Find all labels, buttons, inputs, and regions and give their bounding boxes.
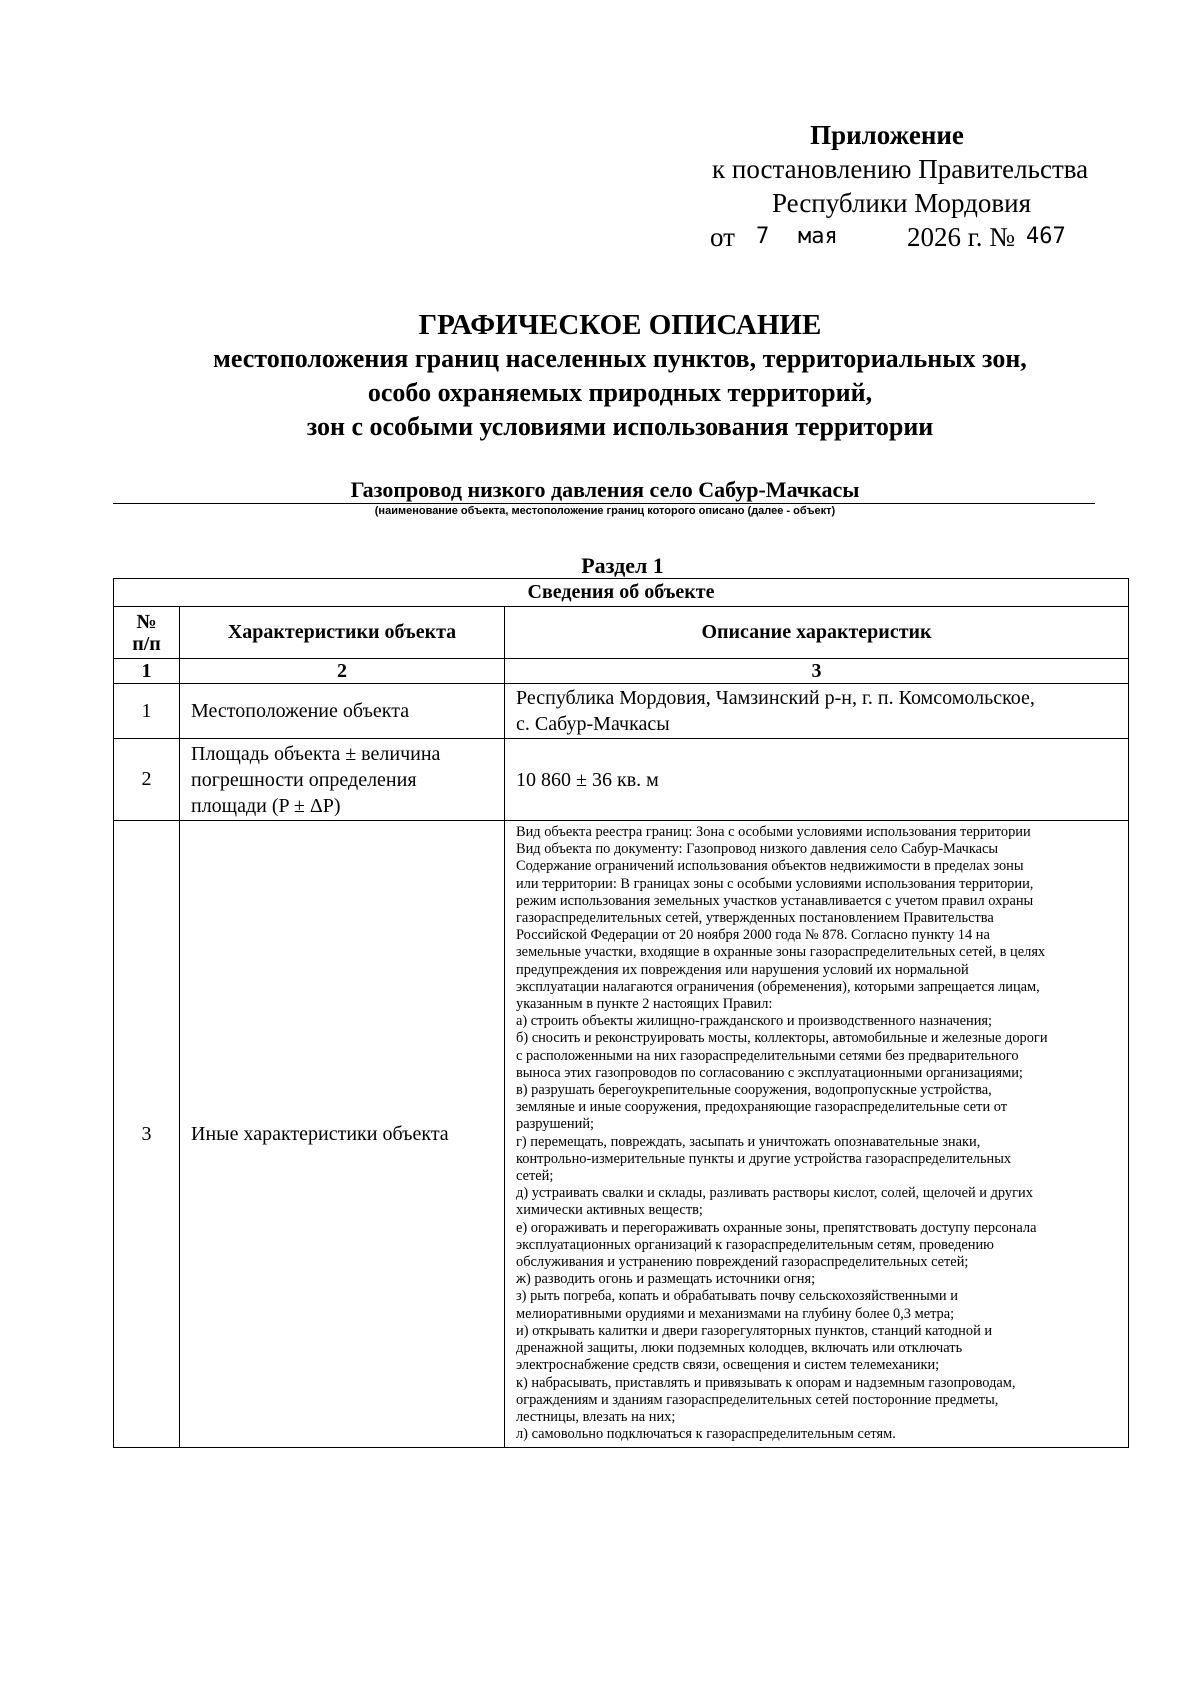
restriction-line: с расположенными на них газораспределительными сетями без предварительного [516,1047,1019,1064]
row-characteristic: Иные характеристики объекта [180,821,505,1448]
characteristic-line: погрешности определения [191,768,417,791]
restriction-line: эксплуатационных организаций к газораспределительным сетям, проведению [516,1236,994,1253]
restriction-line: Вид объекта реестра границ: Зона с особыми условиями использования территории [516,824,1031,840]
column-number: 2 [180,659,505,684]
restriction-line: земляные и иные сооружения, предохраняющие газораспределительные сети от [516,1099,1008,1116]
row-number: 2 [114,739,180,821]
appendix-title: Приложение [810,120,964,150]
characteristic-line: площади (P ± ΔP) [191,794,341,817]
restriction-line: газораспределительных сетей, утвержденных постановлением Правительства [516,910,994,927]
restriction-line: предупреждения их повреждения или нарушения условий их нормальной [516,961,969,978]
restriction-line: а) строить объекты жилищно-гражданского и производственного назначения; [516,1013,993,1030]
document-number: 467 [1026,224,1066,249]
restriction-line: или территории: В границах зоны с особыми условиями использования территории, [516,875,1034,892]
row-characteristic: Местоположение объекта [180,684,505,739]
restriction-line: земельные участки, входящие в охранные зоны газораспределительных сетей, в целях [516,944,1046,961]
restriction-line: Российской Федерации от 20 ноября 2000 года № 878. Согласно пункту 14 на [516,927,990,944]
title-sub-2: особо охраняемых природных территорий, [367,378,873,407]
row-characteristic [180,739,505,821]
restriction-line: з) рыть погреба, копать и обрабатывать почву сельскохозяйственными и [516,1288,958,1305]
title-main: ГРАФИЧЕСКОЕ ОПИСАНИЕ [418,309,822,341]
restriction-line: режим использования земельных участков устанавливается с учетом правил охраны [516,892,1034,909]
row-description: 10 860 ± 36 кв. м [505,739,1129,821]
restriction-line: ограждениям и зданиям газораспределительных сетей посторонние предметы, [516,1391,999,1408]
header-num-abbr: п/п [132,632,161,655]
document-title [0,308,1200,444]
header-characteristics: Характеристики объекта [180,607,505,659]
restriction-line: электроснабжение средств связи, освещения и систем телемеханики; [516,1357,940,1374]
title-sub-1: местоположения границ населенных пунктов, территориальных зон, [213,344,1027,373]
date-month: мая [798,224,838,249]
restriction-line: в) разрушать берегоукрепительные сооружения, водопропускные устройства, [516,1082,992,1099]
object-caption: (наименование объекта, местоположение границ которого описано (далее - объект) [374,505,836,517]
restriction-line: эксплуатации налагаются ограничения (обременения), которыми запрещается лицам, [516,978,1040,995]
description-line: Республика Мордовия, Чамзинский р-н, г. п. Комсомольское, [516,687,1035,709]
table-row [114,684,1129,739]
table-row [114,821,1129,1448]
header-num-symbol: № [136,610,157,633]
restriction-line: химически активных веществ; [516,1202,703,1219]
restriction-line: л) самовольно подключаться к газораспределительным сетям. [516,1426,896,1443]
column-number: 1 [114,659,180,684]
restriction-line: Содержание ограничений использования объектов недвижимости в пределах зоны [516,858,1024,875]
restriction-line: г) перемещать, повреждать, засыпать и уничтожать опознавательные знаки, [516,1133,981,1150]
date-year: 2026 г. № [907,222,1016,252]
restriction-line: сетей; [516,1168,554,1185]
table-title-row [114,579,1129,607]
row-description-restrictions [505,821,1129,1448]
restriction-line: е) огораживать и перегораживать охранные зоны, препятствовать доступу персонала [516,1219,1037,1236]
table-row [114,739,1129,821]
appendix-header [712,118,1132,254]
column-number: 3 [505,659,1129,684]
characteristic-line: Площадь объекта ± величина [191,742,441,765]
header-description: Описание характеристик [505,607,1129,659]
restriction-line: и) открывать калитки и двери газорегуляторных пунктов, станций катодной и [516,1322,993,1339]
row-number: 1 [114,684,180,739]
table-header-row [114,607,1129,659]
date-prefix: от [710,222,735,252]
table-title: Сведения об объекте [114,579,1129,607]
object-underline [113,503,1095,504]
row-number: 3 [114,821,180,1448]
date-day: 7 [756,224,770,249]
restriction-line: указанным в пункте 2 настоящих Правил: [516,996,773,1013]
appendix-line-2: Республики Мордовия [772,188,1032,218]
object-name: Газопровод низкого давления село Сабур-Мачкасы [350,477,860,502]
restriction-line: контрольно-измерительные пункты и другие устройства газораспределительных [516,1150,1012,1167]
section-title: Раздел 1 [581,553,664,578]
restriction-line: разрушений; [516,1116,595,1133]
restriction-line: выноса этих газопроводов по согласованию с эксплуатационными организациями; [516,1064,1023,1081]
header-num [114,607,180,659]
restriction-line: ж) разводить огонь и размещать источники огня; [516,1271,816,1288]
description-line: с. Сабур-Мачкасы [516,713,670,735]
restriction-line: д) устраивать свалки и склады, разливать растворы кислот, солей, щелочей и других [516,1185,1033,1202]
restriction-line: лестницы, влезать на них; [516,1408,676,1425]
column-number-row [114,659,1129,684]
title-sub-3: зон с особыми условиями использования территории [306,412,934,441]
object-info-table [113,578,1129,1448]
restriction-line: Вид объекта по документу: Газопровод низкого давления село Сабур-Мачкасы [516,841,999,858]
appendix-date-line [712,220,1132,254]
appendix-line-1: к постановлению Правительства [712,154,1089,184]
restriction-line: дренажной защиты, люки подземных колодцев, включать или отключать [516,1340,963,1357]
restriction-line: обслуживания и устранению повреждений газораспределительных сетей; [516,1254,969,1271]
restriction-line: б) сносить и реконструировать мосты, коллекторы, автомобильные и железные дороги [516,1030,1048,1047]
restriction-line: мелиоративными орудиями и механизмами на глубину более 0,3 метра; [516,1305,955,1322]
row-description [505,684,1129,739]
restriction-line: к) набрасывать, приставлять и привязывать к опорам и надземным газопроводам, [516,1374,1016,1391]
